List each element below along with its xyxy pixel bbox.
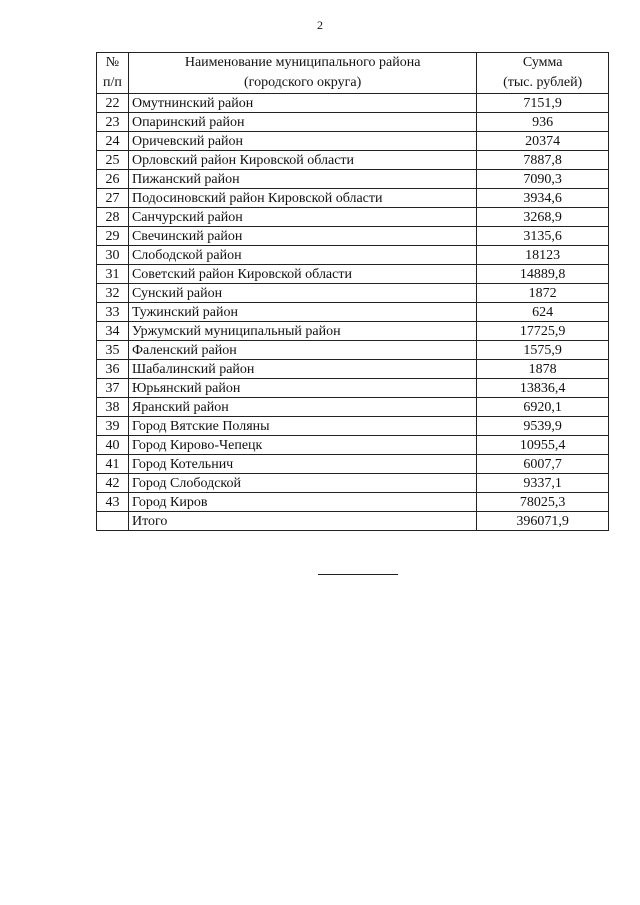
row-number: 29 bbox=[97, 227, 129, 246]
header-name bbox=[128, 53, 476, 94]
table-row bbox=[97, 265, 609, 284]
total-sum: 396071,9 bbox=[477, 512, 609, 531]
row-sum: 6920,1 bbox=[477, 398, 609, 417]
table-row bbox=[97, 379, 609, 398]
row-name: Город Кирово-Чепецк bbox=[128, 436, 476, 455]
table-row bbox=[97, 208, 609, 227]
row-number: 24 bbox=[97, 132, 129, 151]
row-name: Опаринский район bbox=[128, 113, 476, 132]
row-number: 40 bbox=[97, 436, 129, 455]
row-number: 43 bbox=[97, 493, 129, 512]
table-row bbox=[97, 417, 609, 436]
header-name-line1: Наименование муниципального района bbox=[184, 55, 421, 70]
table-row bbox=[97, 246, 609, 265]
row-number: 22 bbox=[97, 94, 129, 113]
row-name: Яранский район bbox=[128, 398, 476, 417]
table-row bbox=[97, 170, 609, 189]
row-name: Фаленский район bbox=[128, 341, 476, 360]
row-sum: 10955,4 bbox=[477, 436, 609, 455]
row-sum: 1878 bbox=[477, 360, 609, 379]
row-sum: 18123 bbox=[477, 246, 609, 265]
row-sum: 3268,9 bbox=[477, 208, 609, 227]
row-number: 33 bbox=[97, 303, 129, 322]
row-name: Свечинский район bbox=[128, 227, 476, 246]
row-name: Орловский район Кировской области bbox=[128, 151, 476, 170]
row-number: 27 bbox=[97, 189, 129, 208]
table-row bbox=[97, 360, 609, 379]
row-sum: 14889,8 bbox=[477, 265, 609, 284]
row-number: 41 bbox=[97, 455, 129, 474]
table-row bbox=[97, 455, 609, 474]
total-number bbox=[97, 512, 129, 531]
table-row bbox=[97, 151, 609, 170]
row-number: 25 bbox=[97, 151, 129, 170]
row-sum: 78025,3 bbox=[477, 493, 609, 512]
row-name: Город Котельнич bbox=[128, 455, 476, 474]
row-sum: 17725,9 bbox=[477, 322, 609, 341]
header-number-line2: п/п bbox=[103, 75, 122, 90]
table-row bbox=[97, 322, 609, 341]
row-number: 30 bbox=[97, 246, 129, 265]
table-row bbox=[97, 113, 609, 132]
row-name: Пижанский район bbox=[128, 170, 476, 189]
table-row bbox=[97, 227, 609, 246]
row-sum: 9539,9 bbox=[477, 417, 609, 436]
row-number: 34 bbox=[97, 322, 129, 341]
row-number: 39 bbox=[97, 417, 129, 436]
row-sum: 1872 bbox=[477, 284, 609, 303]
row-sum: 20374 bbox=[477, 132, 609, 151]
header-sum-line2: (тыс. рублей) bbox=[503, 75, 583, 90]
row-sum: 6007,7 bbox=[477, 455, 609, 474]
table-row bbox=[97, 474, 609, 493]
page-number: 2 bbox=[317, 18, 323, 32]
row-number: 32 bbox=[97, 284, 129, 303]
row-number: 38 bbox=[97, 398, 129, 417]
end-divider-line bbox=[318, 574, 398, 575]
row-sum: 1575,9 bbox=[477, 341, 609, 360]
table-row bbox=[97, 189, 609, 208]
table-row bbox=[97, 398, 609, 417]
row-number: 31 bbox=[97, 265, 129, 284]
row-name: Слободской район bbox=[128, 246, 476, 265]
row-sum: 7151,9 bbox=[477, 94, 609, 113]
row-sum: 7090,3 bbox=[477, 170, 609, 189]
table-row bbox=[97, 284, 609, 303]
row-name: Сунский район bbox=[128, 284, 476, 303]
row-sum: 3934,6 bbox=[477, 189, 609, 208]
table-header-row bbox=[97, 53, 609, 94]
header-name-line2: (городского округа) bbox=[244, 75, 362, 90]
row-sum: 3135,6 bbox=[477, 227, 609, 246]
total-label: Итого bbox=[128, 512, 476, 531]
row-number: 23 bbox=[97, 113, 129, 132]
row-sum: 624 bbox=[477, 303, 609, 322]
row-number: 26 bbox=[97, 170, 129, 189]
row-number: 42 bbox=[97, 474, 129, 493]
header-sum-line1: Сумма bbox=[522, 55, 563, 70]
header-sum bbox=[477, 53, 609, 94]
districts-table bbox=[96, 52, 609, 531]
row-name: Омутнинский район bbox=[128, 94, 476, 113]
table-row bbox=[97, 94, 609, 113]
row-sum: 7887,8 bbox=[477, 151, 609, 170]
row-name: Советский район Кировской области bbox=[128, 265, 476, 284]
table-row bbox=[97, 341, 609, 360]
row-name: Город Слободской bbox=[128, 474, 476, 493]
row-name: Санчурский район bbox=[128, 208, 476, 227]
row-name: Подосиновский район Кировской области bbox=[128, 189, 476, 208]
row-number: 35 bbox=[97, 341, 129, 360]
row-name: Тужинский район bbox=[128, 303, 476, 322]
row-name: Юрьянский район bbox=[128, 379, 476, 398]
total-row bbox=[97, 512, 609, 531]
header-number-line1: № bbox=[105, 55, 120, 70]
table-row bbox=[97, 493, 609, 512]
row-name: Уржумский муниципальный район bbox=[128, 322, 476, 341]
table-row bbox=[97, 436, 609, 455]
row-sum: 13836,4 bbox=[477, 379, 609, 398]
row-name: Город Вятские Поляны bbox=[128, 417, 476, 436]
table-row bbox=[97, 303, 609, 322]
row-name: Город Киров bbox=[128, 493, 476, 512]
row-sum: 936 bbox=[477, 113, 609, 132]
row-number: 36 bbox=[97, 360, 129, 379]
row-name: Оричевский район bbox=[128, 132, 476, 151]
row-sum: 9337,1 bbox=[477, 474, 609, 493]
header-number bbox=[97, 53, 129, 94]
row-number: 28 bbox=[97, 208, 129, 227]
table-row bbox=[97, 132, 609, 151]
row-number: 37 bbox=[97, 379, 129, 398]
row-name: Шабалинский район bbox=[128, 360, 476, 379]
